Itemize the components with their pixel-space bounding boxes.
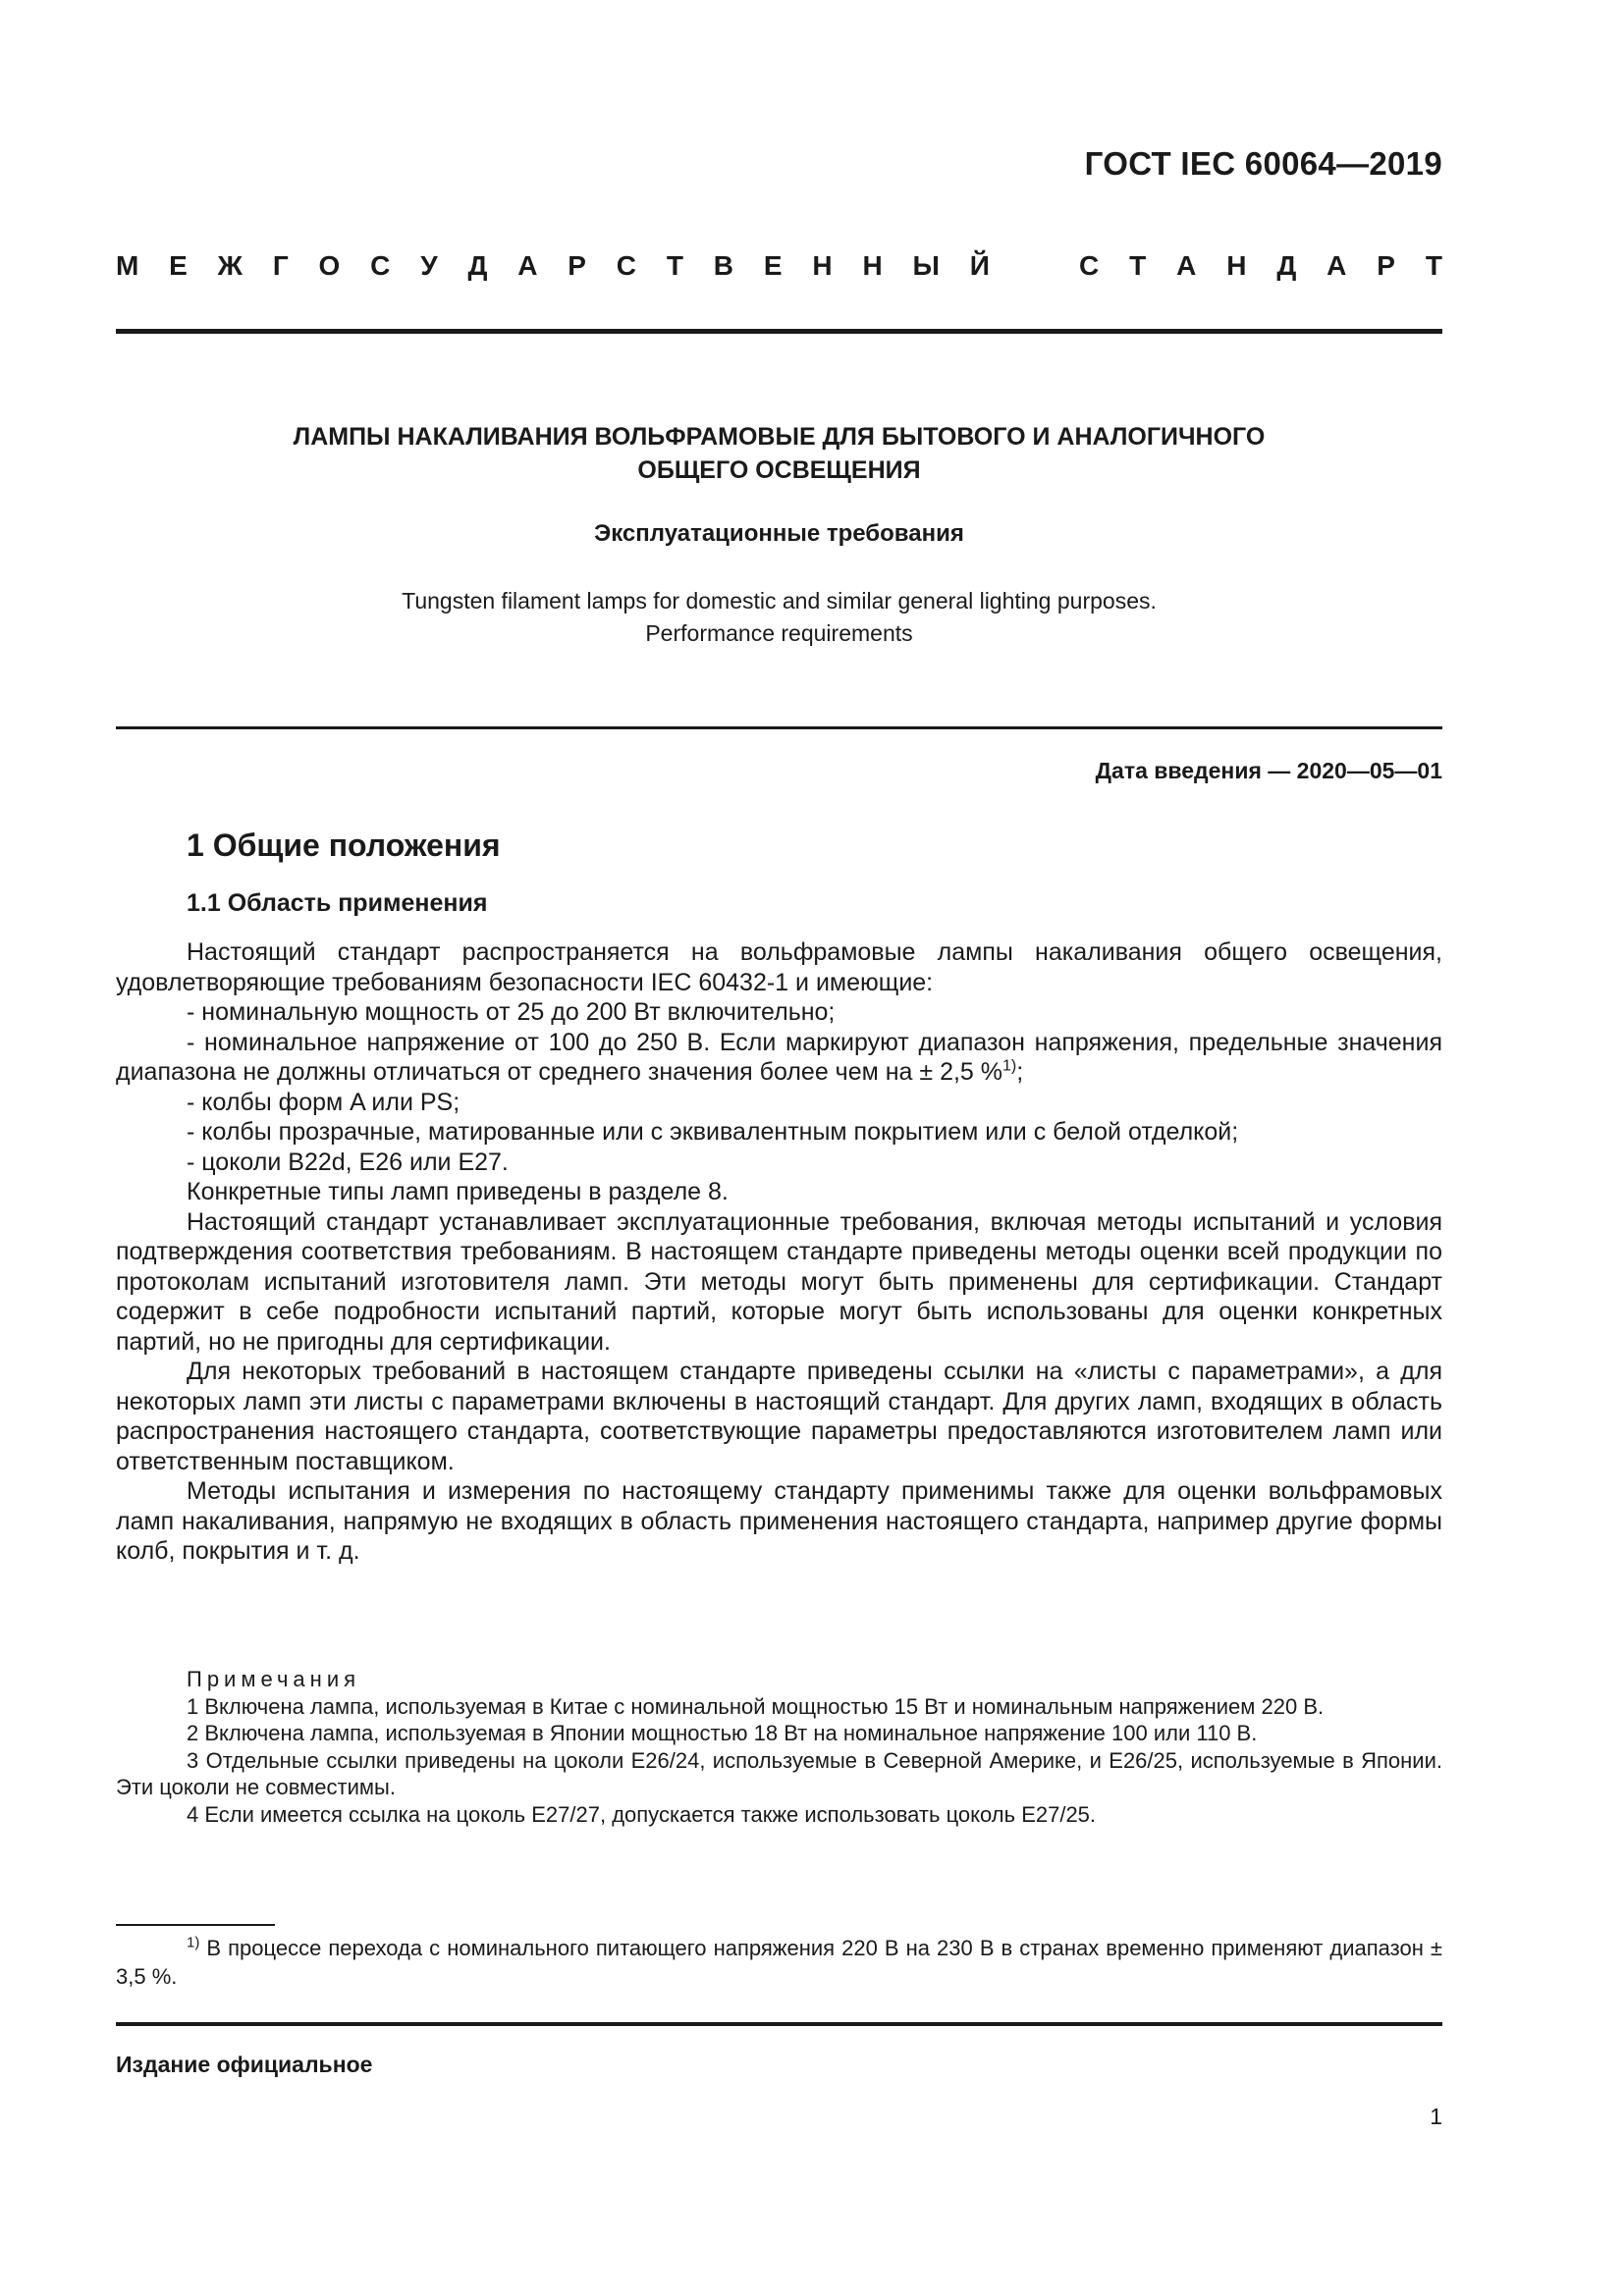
paragraph: Конкретные типы ламп приведены в разделе 8. bbox=[187, 1178, 729, 1205]
notes-title: Примечания bbox=[187, 1667, 361, 1691]
footnote-text: В процессе перехода с номинального питающего напряжения 220 В на 230 В в странах временно применяют диапазон ± 3,5 %. bbox=[116, 1936, 1442, 1989]
paragraph: Методы испытания и измерения по настоящему стандарту применимы также для оценки вольфрамовых ламп накаливания, напрямую не входящих в область применения настоящего стандарта, например другие формы колб, покрытия и т. д. bbox=[116, 1477, 1442, 1565]
title-line-1: ЛАМПЫ НАКАЛИВАНИЯ ВОЛЬФРАМОВЫЕ ДЛЯ БЫТОВОГО И АНАЛОГИЧНОГО bbox=[293, 423, 1266, 451]
english-title-line-1: Tungsten filament lamps for domestic and similar general lighting purposes. bbox=[402, 588, 1157, 614]
footnote bbox=[116, 1934, 1442, 1991]
footnote-divider bbox=[116, 1924, 275, 1926]
banner-word-interstate: М Е Ж Г О С У Д А Р С Т В Е Н Н Ы Й bbox=[116, 250, 990, 281]
english-title bbox=[116, 585, 1442, 650]
banner-word-standard: С Т А Н Д А Р Т bbox=[1079, 250, 1442, 281]
standard-number: ГОСТ IEC 60064—2019 bbox=[1084, 145, 1442, 182]
footnote-ref[interactable]: 1) bbox=[1002, 1057, 1017, 1075]
footnote-marker: 1) bbox=[187, 1934, 200, 1951]
introduction-date: Дата введения — 2020—05—01 bbox=[1095, 758, 1442, 783]
section-heading: 1 Общие положения bbox=[187, 828, 501, 863]
subsection-heading: 1.1 Область применения bbox=[187, 889, 488, 917]
list-item: - колбы прозрачные, матированные или с эквивалентным покрытием или с белой отделкой; bbox=[187, 1118, 1239, 1146]
document-subtitle: Эксплуатационные требования bbox=[594, 520, 964, 547]
english-title-line-2: Performance requirements bbox=[645, 620, 913, 646]
page-number: 1 bbox=[1430, 2104, 1442, 2129]
document-title bbox=[116, 420, 1442, 487]
note-item: 2 Включена лампа, используемая в Японии мощностью 18 Вт на номинальное напряжение 100 или 110 В. bbox=[187, 1721, 1258, 1745]
note-item: 3 Отдельные ссылки приведены на цоколи E26/24, используемые в Северной Америке, и E26/25, используемые в Японии. Эти цоколи не совместимы. bbox=[116, 1747, 1442, 1799]
list-item: - колбы форм A или PS; bbox=[187, 1088, 460, 1116]
note-item: 4 Если имеется ссылка на цоколь E27/27, допускается также использовать цоколь E27/25. bbox=[187, 1801, 1097, 1827]
paragraph: Для некоторых требований в настоящем стандарте приведены ссылки на «листы с параметрами», а для некоторых ламп эти листы с параметрами включены в настоящий стандарт. Для других ламп, входящих в область распространения настоящего стандарта, соответствующие параметры предоставляются изготовителем ламп или ответственным поставщиком. bbox=[116, 1358, 1442, 1475]
title-line-2: ОБЩЕГО ОСВЕЩЕНИЯ bbox=[637, 456, 921, 484]
note-item: 1 Включена лампа, используемая в Китае с номинальной мощностью 15 Вт и номинальным напряжением 220 В. bbox=[187, 1693, 1325, 1719]
list-item: - номинальную мощность от 25 до 200 Вт включительно; bbox=[187, 998, 836, 1026]
edition-label: Издание официальное bbox=[116, 2052, 373, 2077]
title-divider bbox=[116, 726, 1442, 729]
section-body bbox=[116, 937, 1442, 1567]
header-divider bbox=[116, 329, 1442, 334]
notes-block bbox=[116, 1666, 1442, 1828]
standard-banner bbox=[116, 250, 1442, 282]
paragraph: Настоящий стандарт устанавливает эксплуатационные требования, включая методы испытаний и условия подтверждения соответствия требованиям. В настоящем стандарте приведены методы оценки всей продукции по протоколам испытаний изготовителя ламп. Эти методы могут быть применены для сертификации. Стандарт содержит в себе подробности испытаний партий, которые могут быть использованы для оценки конкретных партий, но не пригодны для сертификации. bbox=[116, 1207, 1442, 1356]
paragraph: Настоящий стандарт распространяется на вольфрамовые лампы накаливания общего освещения, удовлетворяющие требованиям безопасности IEC 60432-1 и имеющие: bbox=[116, 938, 1442, 996]
footer-divider bbox=[116, 2022, 1442, 2026]
list-item: - цоколи B22d, E26 или E27. bbox=[187, 1148, 509, 1176]
list-item: - номинальное напряжение от 100 до 250 В. Если маркируют диапазон напряжения, предельные значения диапазона не должны отличаться от среднего значения более чем на ± 2,5 %$^{1)}$; bbox=[116, 1028, 1442, 1086]
